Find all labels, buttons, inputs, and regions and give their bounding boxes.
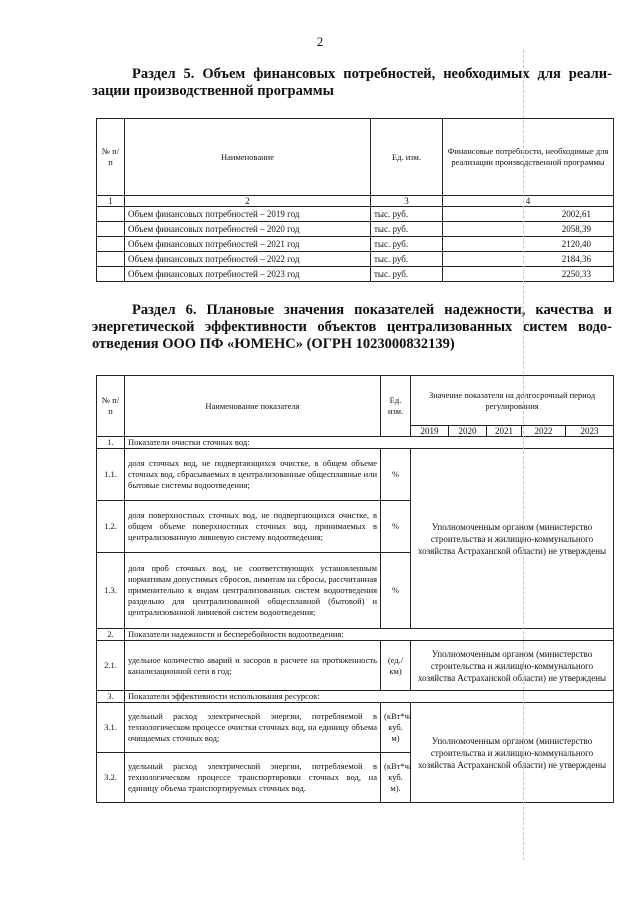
- cell-num: 1.3.: [97, 553, 125, 629]
- cell-name: удельный расход электрической энергии, потребляемой в технологическом процессе очистки сточных вод, на единицу объема очищаемых сточных вод;: [125, 703, 381, 753]
- section6-title-line2: энергетической эффективности объектов централизованных систем водо-: [92, 319, 612, 335]
- col-header-unit: Ед. изм.: [381, 376, 411, 437]
- group-num: 3.: [97, 691, 125, 703]
- col-header-num: № п/п: [97, 119, 125, 196]
- group-row: [97, 691, 614, 703]
- cell-name: Объем финансовых потребностей – 2023 год: [125, 267, 371, 282]
- group-num: 2.: [97, 629, 125, 641]
- cell-num: [97, 267, 125, 282]
- scan-fold-line: [523, 50, 524, 860]
- cell-unit: тыс. руб.: [371, 222, 443, 237]
- cell-unit: %: [381, 553, 411, 629]
- cell-num: [97, 207, 125, 222]
- cell-num: [97, 237, 125, 252]
- not-approved-note: Уполномоченным органом (министерство строительства и жилищно-коммунального хозяйства Астраханской области) не утверждены: [411, 703, 614, 803]
- col-number: 4: [443, 196, 614, 207]
- group-title: Показатели эффективности использования ресурсов:: [125, 691, 614, 703]
- cell-num: [97, 252, 125, 267]
- cell-name: доля проб сточных вод, не соответствующих установленным нормативам допустимых сбросов, лимитам на сбросы, рассчитанная применительно к видам централизованных систем водоотведения раздельно для централизованной общесплавной (бытовой) и централизованной ливневой систем водоотведения;: [125, 553, 381, 629]
- table-row: [97, 641, 614, 691]
- cell-unit: (кВт*ч/куб. м): [381, 703, 411, 753]
- cell-unit: тыс. руб.: [371, 237, 443, 252]
- page-number: 2: [316, 34, 324, 49]
- not-approved-note: Уполномоченным органом (министерство строительства и жилищно-коммунального хозяйства Астраханской области) не утверждены: [411, 449, 614, 629]
- cell-unit: %: [381, 501, 411, 553]
- cell-value: 2120,40: [443, 237, 614, 252]
- cell-unit: тыс. руб.: [371, 252, 443, 267]
- col-number: 1: [97, 196, 125, 207]
- table-row: [97, 207, 614, 222]
- group-row: [97, 629, 614, 641]
- section6-title: [92, 302, 612, 353]
- cell-num: 1.1.: [97, 449, 125, 501]
- cell-value: 2184,36: [443, 252, 614, 267]
- group-title: Показатели надежности и бесперебойности водоотведения:: [125, 629, 614, 641]
- cell-unit: (ед./км): [381, 641, 411, 691]
- year-header: 2021: [487, 426, 522, 437]
- section5-title-line2: зации производственной программы: [92, 83, 334, 99]
- column-number-row: [97, 196, 614, 207]
- col-header-value: Значение показателя на долгосрочный период регулирования: [411, 376, 614, 426]
- cell-value: 2250,33: [443, 267, 614, 282]
- col-header-name: Наименование показателя: [125, 376, 381, 437]
- table-header-row: [97, 119, 614, 196]
- table-row: [97, 252, 614, 267]
- section6-title-line1: Раздел 6. Плановые значения показателей надежности, качества и: [132, 302, 612, 318]
- col-number: 2: [125, 196, 371, 207]
- section6-title-line3: отведения ООО ПФ «ЮМЕНС» (ОГРН 1023000832139): [92, 336, 455, 352]
- table-row: [97, 237, 614, 252]
- cell-name: удельный расход электрической энергии, потребляемой в технологическом процессе транспортировки сточных вод, на единицу объема транспортируемых сточных вод.: [125, 753, 381, 803]
- cell-name: удельное количество аварий и засоров в расчете на протяженность канализационной сети в год;: [125, 641, 381, 691]
- year-header: 2023: [566, 426, 614, 437]
- not-approved-note: Уполномоченным органом (министерство строительства и жилищно-коммунального хозяйства Астраханской области) не утверждены: [411, 641, 614, 691]
- year-header: 2019: [411, 426, 449, 437]
- table-row: [97, 267, 614, 282]
- section5-title: [92, 66, 612, 100]
- cell-num: 3.2.: [97, 753, 125, 803]
- cell-unit: тыс. руб.: [371, 267, 443, 282]
- table-row: [97, 449, 614, 501]
- cell-num: 3.1.: [97, 703, 125, 753]
- col-header-unit: Ед. изм.: [371, 119, 443, 196]
- cell-value: 2058,39: [443, 222, 614, 237]
- col-header-name: Наименование: [125, 119, 371, 196]
- col-header-value: Финансовые потребности, необходимые для реализации производственной программы: [443, 119, 614, 196]
- cell-name: Объем финансовых потребностей – 2022 год: [125, 252, 371, 267]
- cell-name: Объем финансовых потребностей – 2021 год: [125, 237, 371, 252]
- table-row: [97, 222, 614, 237]
- indicators-table: [96, 375, 614, 803]
- section5-title-line1: Раздел 5. Объем финансовых потребностей, необходимых для реали-: [132, 66, 612, 82]
- year-header: 2022: [522, 426, 566, 437]
- cell-unit: %: [381, 449, 411, 501]
- col-number: 3: [371, 196, 443, 207]
- cell-name: Объем финансовых потребностей – 2020 год: [125, 222, 371, 237]
- cell-unit: (кВт*ч/куб. м).: [381, 753, 411, 803]
- financial-needs-table: [96, 118, 614, 282]
- cell-num: [97, 222, 125, 237]
- table-header-row: [97, 376, 614, 426]
- table-row: [97, 703, 614, 753]
- cell-unit: тыс. руб.: [371, 207, 443, 222]
- cell-num: 2.1.: [97, 641, 125, 691]
- group-num: 1.: [97, 437, 125, 449]
- cell-value: 2002,61: [443, 207, 614, 222]
- cell-num: 1.2.: [97, 501, 125, 553]
- cell-name: Объем финансовых потребностей – 2019 год: [125, 207, 371, 222]
- year-header: 2020: [449, 426, 487, 437]
- group-row: [97, 437, 614, 449]
- cell-name: доля поверхностных сточных вод, не подвергающихся очистке, в общем объеме поверхностных сточных вод, принимаемых в централизованную ливневую систему водоотведения;: [125, 501, 381, 553]
- col-header-num: № п/п: [97, 376, 125, 437]
- group-title: Показатели очистки сточных вод:: [125, 437, 614, 449]
- cell-name: доля сточных вод, не подвергающихся очистке, в общем объеме сточных вод, сбрасываемых в централизованные общесплавные или бытовые системы водоотведения;: [125, 449, 381, 501]
